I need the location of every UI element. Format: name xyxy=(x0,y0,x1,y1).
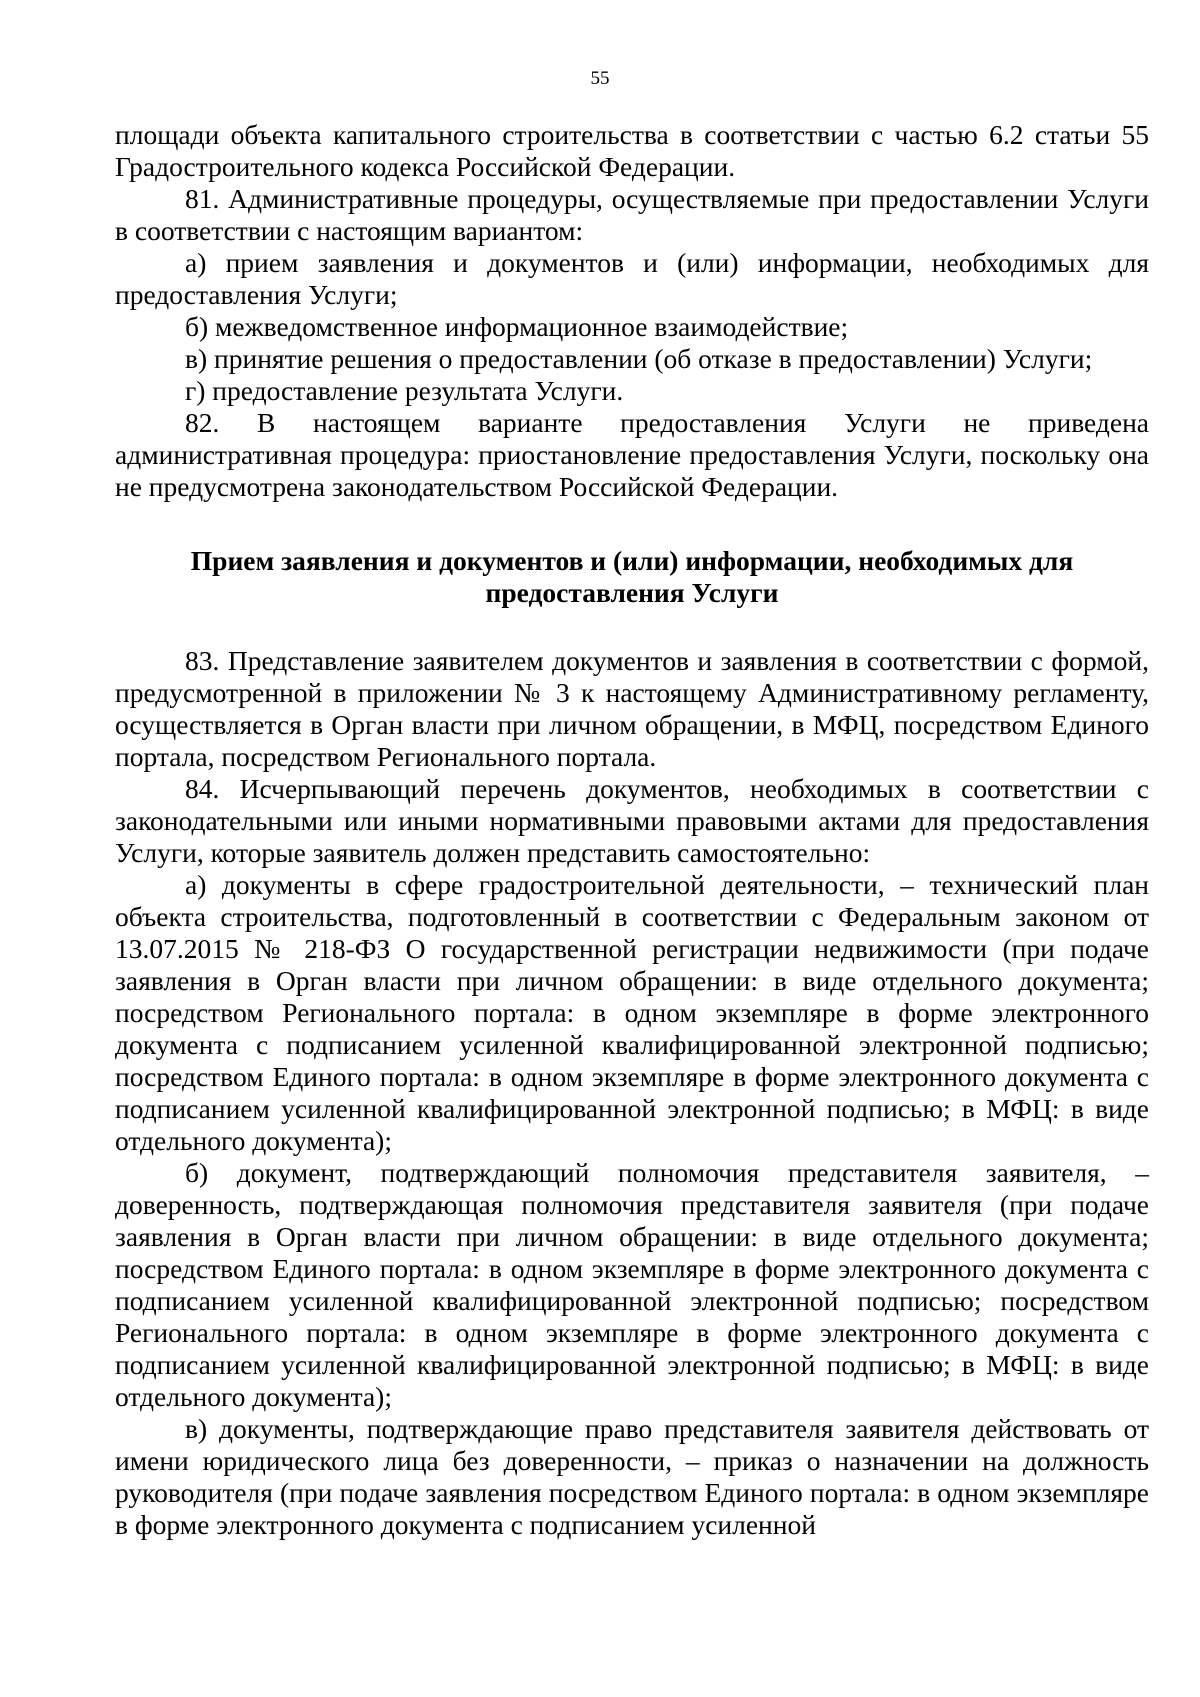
list-item-84-b: б) документ, подтверждающий полномочия представителя заявителя, – доверенность, подтверждающая полномочия представителя заявителя (при подаче заявления в Орган власти при личном обращении: в виде отдельного документа; посредством Единого портала: в одном экземпляре в форме электронного документа с подписанием усиленной квалифицированной электронной подписью; посредством Регионального портала: в одном экземпляре в форме электронного документа с подписанием усиленной квалифицированной электронной подписью; в МФЦ: в виде отдельного документа); xyxy=(115,1157,1149,1412)
paragraph-84: 84. Исчерпывающий перечень документов, необходимых в соответствии с законодательными или иными нормативными правовыми актами для предоставления Услуги, которые заявитель должен представить самостоятельно: xyxy=(115,773,1149,868)
paragraph-82: 82. В настоящем варианте предоставления Услуги не приведена административная процедура: приостановление предоставления Услуги, поскольку она не предусмотрена законодательством Российской Федерации. xyxy=(115,407,1149,502)
list-item-81-a: а) прием заявления и документов и (или) информации, необходимых для предоставления Услуги; xyxy=(115,247,1149,310)
paragraph-81: 81. Административные процедуры, осуществляемые при предоставлении Услуги в соответствии с настоящим вариантом: xyxy=(115,183,1149,246)
document-body xyxy=(115,119,1149,1541)
paragraph-83: 83. Представление заявителем документов и заявления в соответствии с формой, предусмотренной в приложении № 3 к настоящему Административному регламенту, осуществляется в Орган власти при личном обращении, в МФЦ, посредством Единого портала, посредством Регионального портала. xyxy=(115,645,1149,772)
paragraph-continuation: площади объекта капитального строительства в соответствии с частью 6.2 статьи 55 Градостроительного кодекса Российской Федерации. xyxy=(115,119,1149,182)
section-heading-line-1: Прием заявления и документов и (или) информации, необходимых для xyxy=(190,545,1074,576)
list-item-84-a: а) документы в сфере градостроительной деятельности, – технический план объекта строительства, подготовленный в соответствии с Федеральным законом от 13.07.2015 № 218-ФЗ О государственной регистрации недвижимости (при подаче заявления в Орган власти при личном обращении: в виде отдельного документа; посредством Регионального портала: в одном экземпляре в форме электронного документа с подписанием усиленной квалифицированной электронной подписью; посредством Единого портала: в одном экземпляре в форме электронного документа с подписанием усиленной квалифицированной электронной подписью; в МФЦ: в виде отдельного документа); xyxy=(115,869,1149,1156)
list-item-81-b: б) межведомственное информационное взаимодействие; xyxy=(185,311,849,342)
section-heading xyxy=(115,545,1149,609)
list-item-81-g: г) предоставление результата Услуги. xyxy=(185,375,624,406)
page-number: 55 xyxy=(590,68,610,89)
list-item-84-v: в) документы, подтверждающие право представителя заявителя действовать от имени юридического лица без доверенности, – приказ о назначении на должность руководителя (при подаче заявления посредством Единого портала: в одном экземпляре в форме электронного документа с подписанием усиленной xyxy=(115,1413,1149,1540)
section-heading-line-2: предоставления Услуги xyxy=(485,577,779,608)
list-item-81-v: в) принятие решения о предоставлении (об отказе в предоставлении) Услуги; xyxy=(185,343,1093,374)
